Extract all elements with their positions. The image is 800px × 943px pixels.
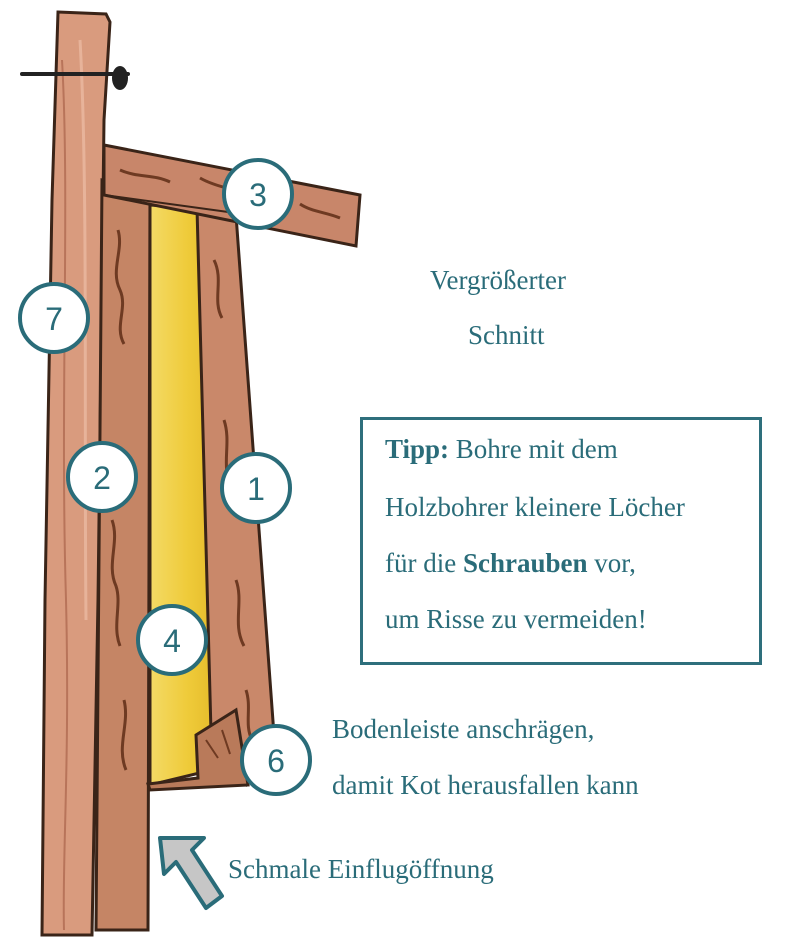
tip-line-2: Holzbohrer kleinere Löcher [385, 492, 685, 522]
marker-4-label: 4 [163, 623, 181, 659]
marker-1-label: 1 [247, 471, 265, 507]
front-board [96, 180, 150, 930]
tip-line-1 [385, 434, 618, 465]
marker-4 [138, 606, 206, 674]
tip-line-3-before: für die [385, 548, 463, 578]
diagram-title-line1: Vergrößerter [430, 265, 566, 295]
marker-6-label: 6 [267, 743, 285, 779]
tip-box [360, 417, 762, 665]
entrance-arrow [160, 838, 222, 908]
tip-line-1-text: Bohre mit dem [449, 434, 618, 464]
marker-7-label: 7 [45, 301, 63, 337]
floor-note-line2: damit Kot herausfallen kann [332, 770, 639, 800]
marker-6 [242, 726, 310, 794]
entrance-label: Schmale Einflugöffnung [228, 854, 494, 884]
tip-label: Tipp: [385, 434, 450, 464]
tip-line-4: um Risse zu vermeiden! [385, 604, 647, 634]
marker-2-label: 2 [93, 460, 111, 496]
tip-line-3-bold: Schrauben [462, 548, 588, 578]
floor-note-line1: Bodenleiste anschrägen, [332, 714, 595, 744]
marker-3 [224, 160, 292, 228]
marker-1 [222, 454, 290, 522]
marker-3-label: 3 [249, 177, 267, 213]
tip-line-3-after: vor, [587, 548, 636, 578]
marker-2 [68, 443, 136, 511]
tip-line-3 [385, 548, 636, 579]
diagram-title-line2: Schnitt [468, 320, 545, 350]
marker-7 [20, 284, 88, 352]
